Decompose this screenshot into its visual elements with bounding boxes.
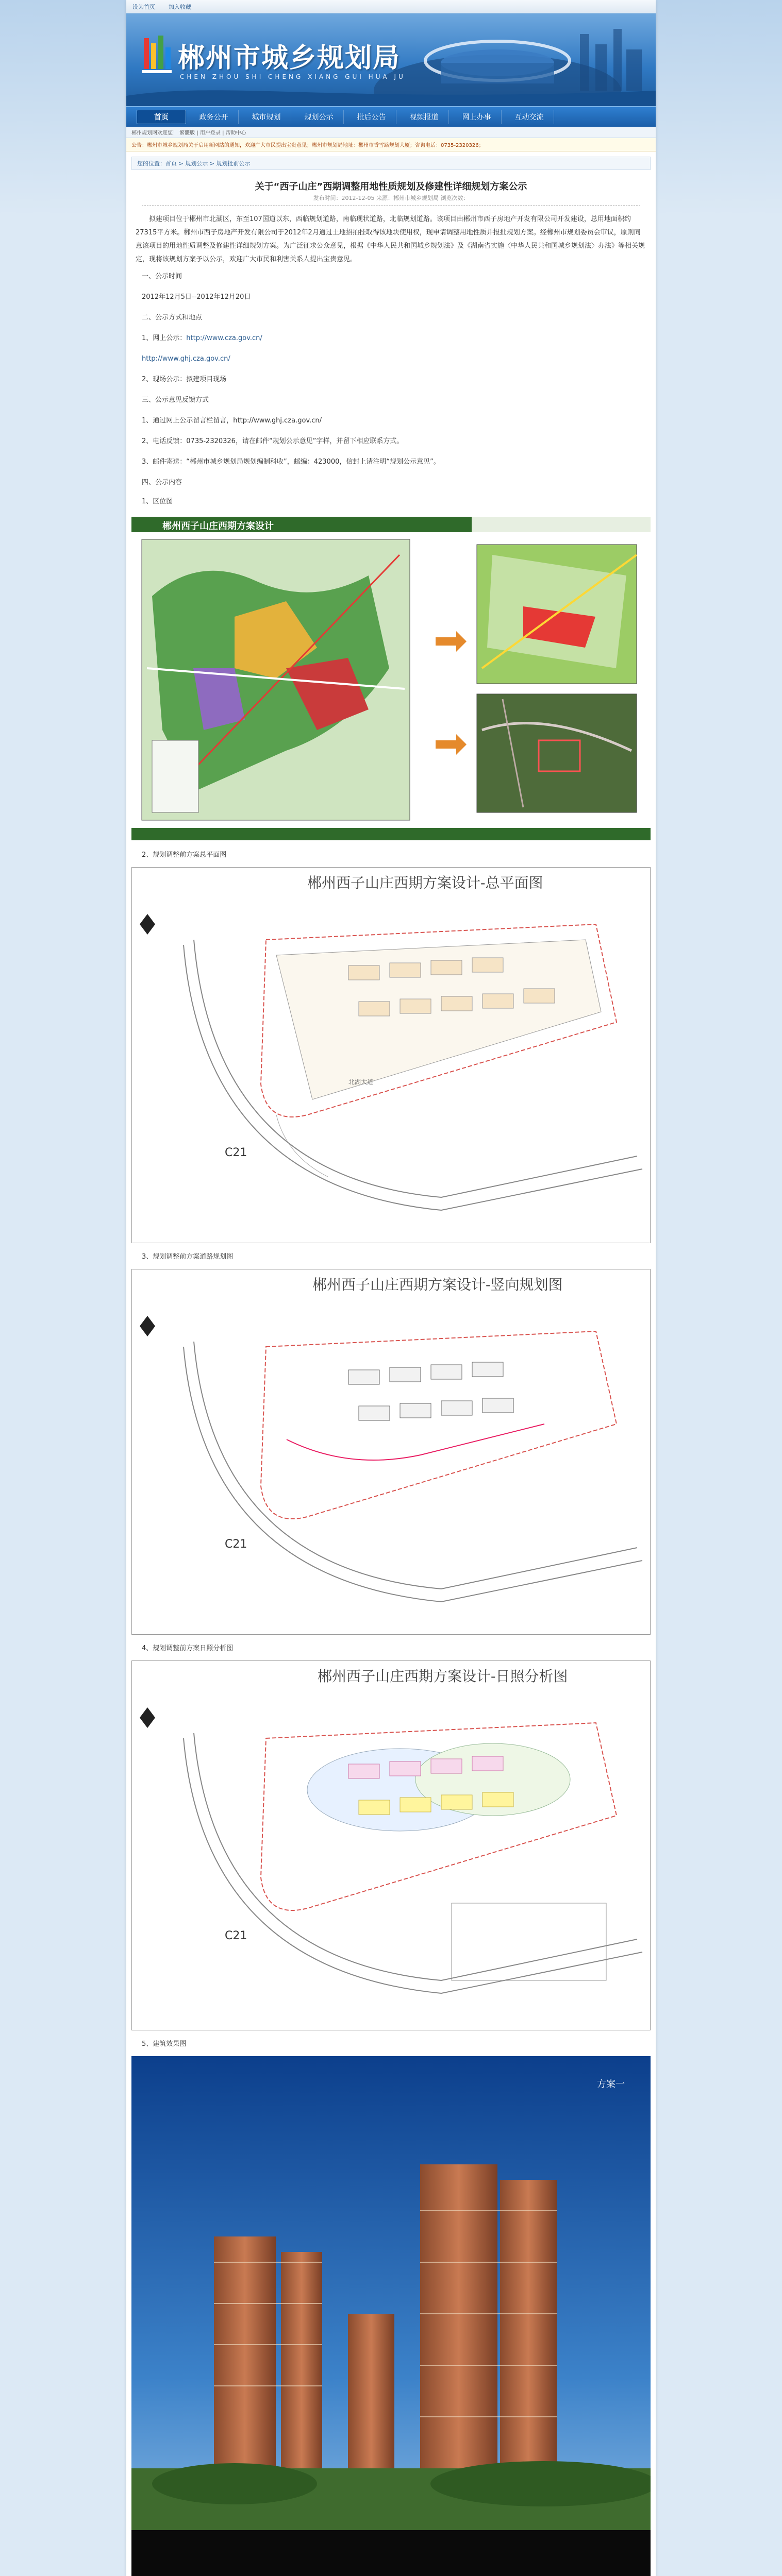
road-plan-title: 郴州西子山庄西期方案设计-竖向规划图 bbox=[312, 1276, 563, 1293]
master-plan-title: 郴州西子山庄西期方案设计-总平面图 bbox=[307, 874, 543, 891]
svg-text:C21: C21 bbox=[225, 1929, 247, 1942]
scrolling-notice: 公告：郴州市城乡规划局关于启用新网站的通知，欢迎广大市民提出宝贵意见；郴州市规划局地址：郴州市香雪路规划大厦；咨询电话：0735-2320326； bbox=[126, 138, 656, 151]
set-homepage-link[interactable]: 设为首页 bbox=[132, 3, 155, 10]
road-plan-figure bbox=[131, 1269, 651, 1635]
article-meta: 发布时间：2012-12-05 来源：郴州市城乡规划局 浏览次数： bbox=[142, 194, 640, 206]
main-page bbox=[126, 0, 656, 2576]
location-map-figure bbox=[131, 514, 651, 843]
rendering-towers bbox=[131, 2056, 651, 2576]
city-website-link[interactable]: http://www.cza.gov.cn/ bbox=[186, 334, 262, 342]
svg-text:C21: C21 bbox=[225, 1538, 247, 1551]
nav-item-3[interactable]: 规划公示 bbox=[294, 110, 344, 124]
nav-item-6[interactable]: 网上办事 bbox=[452, 110, 502, 124]
rendering-towers-image bbox=[131, 2056, 651, 2576]
site-title-pinyin: CHEN ZHOU SHI CHENG XIANG GUI HUA JU bbox=[180, 73, 406, 80]
sunlight-analysis-drawing bbox=[132, 1661, 650, 2030]
svg-text:北湖大道: 北湖大道 bbox=[348, 1078, 374, 1086]
road-plan-drawing bbox=[132, 1269, 650, 1634]
section-heading-time: 一、公示时间 bbox=[142, 273, 182, 280]
feedback-phone: 2、电话反馈：0735-2320326，请在邮件“规划公示意见”字样，并留下相应联系方式。 bbox=[142, 437, 404, 445]
nav-item-5[interactable]: 视频报道 bbox=[400, 110, 449, 124]
online-publicity bbox=[131, 328, 651, 349]
nav-item-2[interactable]: 城市规划 bbox=[242, 110, 291, 124]
section-heading-content: 四、公示内容 bbox=[142, 479, 182, 486]
location-map-title: 郴州西子山庄西期方案设计 bbox=[162, 521, 274, 532]
article-intro: 拟建项目位于郴州市北湖区，东至107国道以东，西临规划道路，南临现状道路，北临规划道路。该项目由郴州市西子房地产开发有限公司开发建设，总用地面积约27315平方米。郴州市西子房地产开发有限公司于2012年2月通过土地招拍挂取得该地块使用权，现申请调整用地性质并报批规划方案。经郴州市规划委员会审议，原则同意该项目的用地性质调整及修建性详细规划方案。为广泛征求公众意见，根据《中华人民共和国城乡规划法》及《湖南省实施〈中华人民共和国城乡规划法〉办法》等相关规定，现将该规划方案予以公示，欢迎广大市民和利害关系人提出宝贵意见。 bbox=[136, 215, 645, 263]
welcome-bar: 郴州规划网欢迎您！ 繁體版 | 用户登录 | 帮助中心 bbox=[126, 127, 656, 138]
sunlight-analysis-title: 郴州西子山庄西期方案设计-日照分析图 bbox=[318, 1668, 568, 1685]
nav-item-7[interactable]: 互动交流 bbox=[505, 110, 554, 124]
publicity-period: 2012年12月5日--2012年12月20日 bbox=[142, 293, 251, 301]
feedback-mail: 3、邮件寄送：“郴州市城乡规划局规划编制科收”，邮编：423000，信封上请注明“规划公示意见”。 bbox=[142, 458, 440, 466]
location-map-image bbox=[131, 514, 651, 843]
feedback-online: 1、通过网上公示留言栏留言，http://www.ghj.cza.gov.cn/ bbox=[142, 417, 322, 425]
add-bookmark-link[interactable]: 加入收藏 bbox=[169, 3, 191, 10]
svg-text:C21: C21 bbox=[225, 1146, 247, 1159]
breadcrumb: 您的位置：首页 > 规划公示 > 规划批前公示 bbox=[131, 157, 651, 170]
item-renderings: 5、建筑效果图 bbox=[142, 2040, 187, 2048]
site-banner bbox=[126, 13, 656, 106]
item-location-map: 1、区位图 bbox=[142, 498, 173, 505]
nav-item-4[interactable]: 批后公告 bbox=[347, 110, 396, 124]
master-plan-figure bbox=[131, 867, 651, 1243]
section-heading-place: 二、公示方式和地点 bbox=[142, 314, 203, 321]
article-title: 关于“西子山庄”西期调整用地性质规划及修建性详细规划方案公示 bbox=[255, 181, 527, 192]
item-sunlight-analysis: 4、规划调整前方案日照分析图 bbox=[142, 1645, 234, 1652]
rendering-scheme-label: 方案一 bbox=[597, 2079, 625, 2090]
nav-item-0[interactable]: 首页 bbox=[137, 110, 186, 124]
online-publicity-label: 1、网上公示： bbox=[142, 334, 187, 342]
top-utility-bar bbox=[126, 0, 656, 13]
sunlight-analysis-figure bbox=[131, 1660, 651, 2030]
main-navigation bbox=[126, 106, 656, 127]
item-master-plan: 2、规划调整前方案总平面图 bbox=[142, 851, 227, 859]
nav-item-1[interactable]: 政务公开 bbox=[189, 110, 239, 124]
section-heading-feedback: 三、公示意见反馈方式 bbox=[142, 396, 209, 404]
planning-website-link[interactable]: http://www.ghj.cza.gov.cn/ bbox=[142, 355, 230, 363]
article-body bbox=[126, 179, 656, 2576]
item-road-plan: 3、规划调整前方案道路规划图 bbox=[142, 1253, 234, 1261]
master-plan-drawing bbox=[132, 868, 650, 1243]
site-title: 郴州市城乡规划局 bbox=[178, 42, 401, 74]
site-logo-icon bbox=[141, 33, 173, 77]
onsite-publicity: 2、现场公示：拟建项目现场 bbox=[142, 376, 227, 383]
